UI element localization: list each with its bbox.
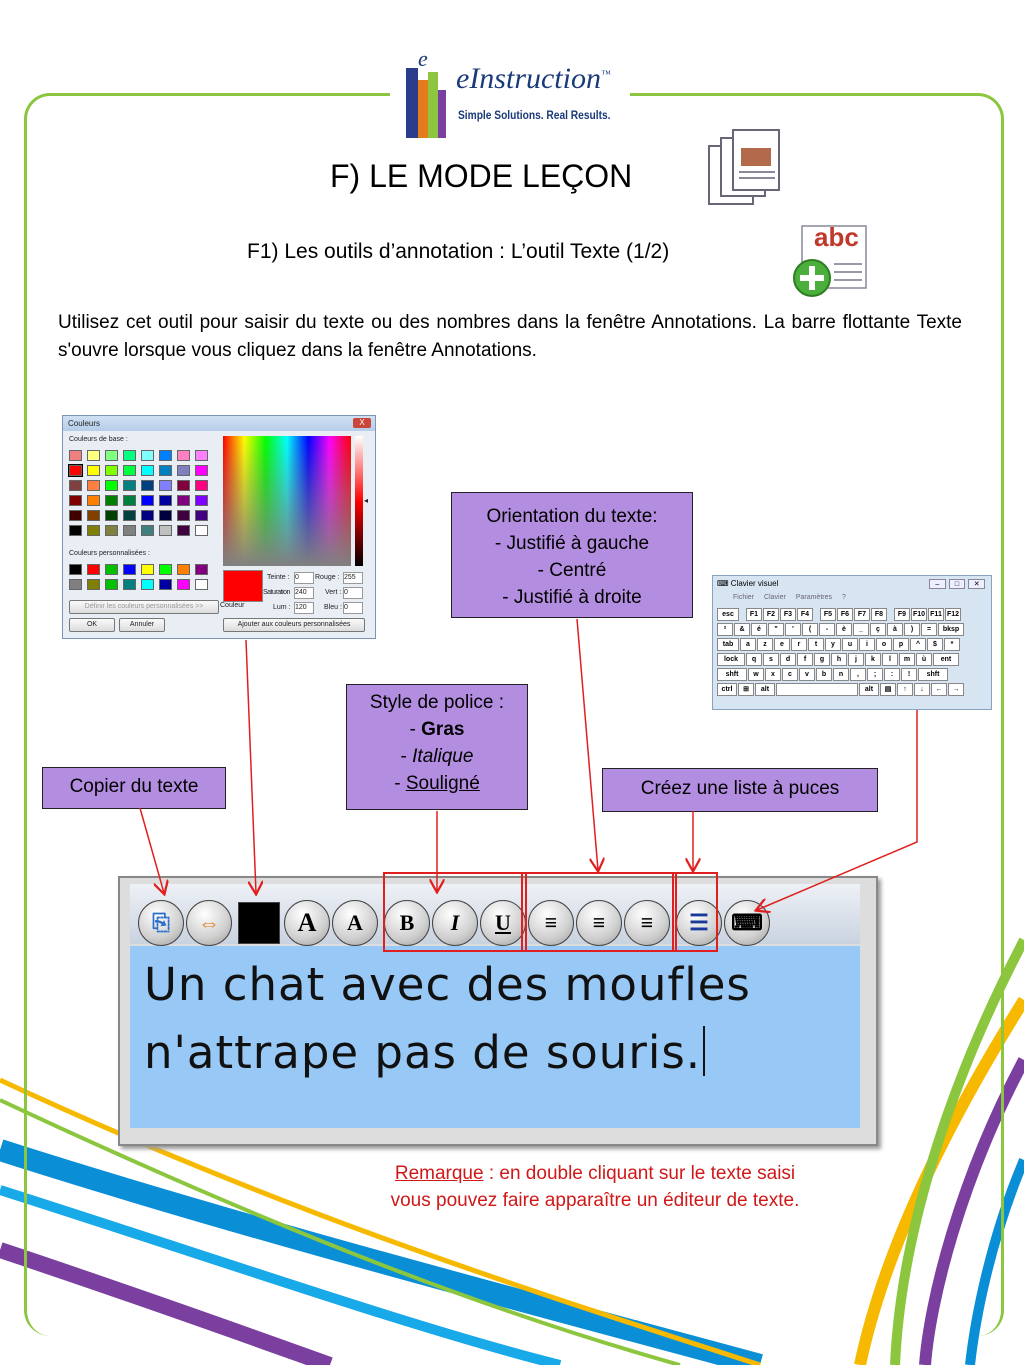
keyboard-key[interactable]: q xyxy=(746,653,762,666)
color-swatch[interactable] xyxy=(69,510,82,521)
color-swatch[interactable] xyxy=(177,510,190,521)
color-swatch[interactable] xyxy=(87,450,100,461)
red-field[interactable]: 255 xyxy=(343,572,363,584)
keyboard-key[interactable]: ⊞ xyxy=(738,683,754,696)
keyboard-key[interactable]: , xyxy=(850,668,866,681)
color-swatch[interactable] xyxy=(87,465,100,476)
align-left-icon[interactable]: ≡ xyxy=(528,900,574,946)
color-swatch[interactable] xyxy=(141,495,154,506)
window-controls xyxy=(929,579,985,589)
colors-dialog xyxy=(62,415,376,639)
keyboard-key[interactable]: F8 xyxy=(871,608,887,621)
color-swatch[interactable] xyxy=(159,510,172,521)
einstruction-logo-icon xyxy=(400,50,450,140)
remark-label: Remarque xyxy=(394,1163,484,1184)
keyboard-key[interactable]: s xyxy=(763,653,779,666)
style-underline-line: - Souligné xyxy=(394,773,480,794)
keyboard-key[interactable]: x xyxy=(765,668,781,681)
keyboard-key[interactable]: ù xyxy=(916,653,932,666)
underline-icon[interactable]: U xyxy=(480,900,526,946)
text-tool-icon xyxy=(790,222,870,300)
color-swatch[interactable] xyxy=(159,480,172,491)
keyboard-key[interactable]: a xyxy=(740,638,756,651)
font-size-icon[interactable]: A xyxy=(284,900,330,946)
color-swatch[interactable] xyxy=(177,450,190,461)
annotation-text-area[interactable] xyxy=(130,946,860,1128)
color-swatch[interactable] xyxy=(141,450,154,461)
keyboard-key[interactable]: esc xyxy=(717,608,739,621)
keyboard-key[interactable]: bksp xyxy=(938,623,964,636)
keyboard-key[interactable]: alt xyxy=(755,683,775,696)
keyboard-key[interactable]: ² xyxy=(717,623,733,636)
blue-label: Bleu : xyxy=(324,604,342,611)
color-swatch[interactable] xyxy=(123,480,136,491)
lum-label: Lum : xyxy=(273,604,291,611)
color-preview xyxy=(223,570,263,602)
keyboard-key[interactable]: n xyxy=(833,668,849,681)
hue-label: Teinte : xyxy=(267,574,290,581)
blue-field[interactable]: 0 xyxy=(343,602,363,614)
keyboard-menu-item[interactable]: Paramètres xyxy=(795,594,832,601)
keyboard-key[interactable]: → xyxy=(948,683,964,696)
keyboard-key[interactable]: o xyxy=(876,638,892,651)
logo-wordmark: eInstruction™ xyxy=(456,62,611,95)
keyboard-app-icon: ⌨ xyxy=(717,579,729,588)
keyboard-key[interactable]: F4 xyxy=(797,608,813,621)
hue-field[interactable]: 0 xyxy=(294,572,314,584)
keyboard-key[interactable]: ) xyxy=(904,623,920,636)
keyboard-key[interactable]: F11 xyxy=(928,608,944,621)
keyboard-key[interactable]: i xyxy=(859,638,875,651)
color-label: Couleur xyxy=(220,602,245,609)
custom-color-swatch[interactable] xyxy=(87,564,100,575)
logo-tagline: Simple Solutions. Real Results. xyxy=(458,108,611,122)
green-field[interactable]: 0 xyxy=(343,587,363,599)
custom-color-swatch[interactable] xyxy=(69,579,82,590)
visual-keyboard-window xyxy=(712,575,992,710)
keyboard-key[interactable]: ' xyxy=(785,623,801,636)
custom-color-swatch[interactable] xyxy=(105,564,118,575)
keyboard-key[interactable]: k xyxy=(865,653,881,666)
style-italic-line: - Italique xyxy=(400,746,474,767)
keyboard-key[interactable]: è xyxy=(836,623,852,636)
custom-color-swatch[interactable] xyxy=(69,564,82,575)
copy-icon[interactable]: ⎘ xyxy=(138,900,184,946)
keyboard-key[interactable]: t xyxy=(808,638,824,651)
keyboard-key[interactable]: F6 xyxy=(837,608,853,621)
keyboard-key[interactable]: d xyxy=(780,653,796,666)
keyboard-key[interactable]: shft xyxy=(717,668,747,681)
minimize-icon[interactable]: – xyxy=(929,579,946,589)
color-swatch[interactable] xyxy=(159,465,172,476)
keyboard-menu-item[interactable]: Clavier xyxy=(764,594,786,601)
font-icon[interactable]: A xyxy=(332,900,378,946)
close-icon[interactable]: X xyxy=(353,418,371,428)
keyboard-key[interactable]: ▤ xyxy=(880,683,896,696)
keyboard-key[interactable]: lock xyxy=(717,653,745,666)
color-swatch[interactable] xyxy=(105,465,118,476)
custom-color-swatch[interactable] xyxy=(177,564,190,575)
color-swatch[interactable] xyxy=(123,465,136,476)
keyboard-key[interactable]: p xyxy=(893,638,909,651)
keyboard-key[interactable]: = xyxy=(921,623,937,636)
color-swatch[interactable] xyxy=(69,465,82,476)
color-swatch[interactable] xyxy=(195,465,208,476)
close-icon[interactable]: ✕ xyxy=(968,579,985,589)
intro-paragraph: Utilisez cet outil pour saisir du texte ou des nombres dans la fenêtre Annotations. La barre flottante Texte s'ouvre lorsque vous cliquez dans la fenêtre Annotations. xyxy=(58,312,962,361)
keyboard-key[interactable]: $ xyxy=(927,638,943,651)
orientation-line4: - Justifié à droite xyxy=(502,587,642,608)
color-swatch[interactable] xyxy=(195,525,208,536)
keyboard-key[interactable]: à xyxy=(887,623,903,636)
keyboard-menu-item[interactable]: Fichier xyxy=(733,594,755,601)
keyboard-key[interactable]: alt xyxy=(859,683,879,696)
custom-color-swatch[interactable] xyxy=(195,579,208,590)
red-label: Rouge : xyxy=(315,574,340,581)
alignment-highlight xyxy=(521,872,677,952)
green-label: Vert : xyxy=(325,589,342,596)
lesson-mode-icon xyxy=(705,128,787,218)
keyboard-key[interactable]: ← xyxy=(931,683,947,696)
color-swatch[interactable] xyxy=(159,495,172,506)
colors-dialog-title: Couleurs xyxy=(63,416,375,431)
text-cursor xyxy=(703,1026,705,1076)
copy-text-callout: Copier du texte xyxy=(42,767,226,809)
keyboard-key[interactable]: shft xyxy=(918,668,948,681)
color-swatch[interactable] xyxy=(195,480,208,491)
custom-color-swatch[interactable] xyxy=(123,564,136,575)
color-swatch[interactable] xyxy=(123,525,136,536)
keyboard-key[interactable]: F3 xyxy=(780,608,796,621)
keyboard-key[interactable]: F1 xyxy=(746,608,762,621)
keyboard-key[interactable]: ctrl xyxy=(717,683,737,696)
keyboard-key[interactable]: v xyxy=(799,668,815,681)
color-swatch[interactable] xyxy=(177,495,190,506)
keyboard-key[interactable]: é xyxy=(751,623,767,636)
color-swatch[interactable] xyxy=(177,480,190,491)
keyboard-key[interactable]: ( xyxy=(802,623,818,636)
custom-color-swatch[interactable] xyxy=(141,564,154,575)
keyboard-key[interactable]: f xyxy=(797,653,813,666)
keyboard-key[interactable]: F12 xyxy=(945,608,961,621)
color-spectrum[interactable] xyxy=(223,436,351,566)
color-swatch[interactable] xyxy=(69,525,82,536)
keyboard-icon[interactable]: ⌨ xyxy=(724,900,770,946)
saturation-label: Saturation xyxy=(263,589,290,596)
style-bold-line: - Gras xyxy=(409,719,465,740)
keyboard-key[interactable]: " xyxy=(768,623,784,636)
saturation-field[interactable]: 240 xyxy=(294,587,314,599)
keyboard-key[interactable]: w xyxy=(748,668,764,681)
add-custom-color-button[interactable]: Ajouter aux couleurs personnalisées xyxy=(223,618,365,632)
keyboard-key[interactable]: c xyxy=(782,668,798,681)
keyboard-key[interactable]: ç xyxy=(870,623,886,636)
align-center-icon[interactable]: ≡ xyxy=(576,900,622,946)
align-right-icon[interactable]: ≡ xyxy=(624,900,670,946)
custom-color-swatch[interactable] xyxy=(195,564,208,575)
custom-color-swatch[interactable] xyxy=(123,579,136,590)
color-swatch[interactable] xyxy=(105,525,118,536)
bold-icon[interactable]: B xyxy=(384,900,430,946)
keyboard-key[interactable]: e xyxy=(774,638,790,651)
color-swatch[interactable] xyxy=(87,510,100,521)
keyboard-key[interactable]: F2 xyxy=(763,608,779,621)
luminosity-slider[interactable] xyxy=(355,436,363,566)
color-swatch[interactable] xyxy=(195,495,208,506)
orientation-line2: - Justifié à gauche xyxy=(494,533,650,554)
keyboard-key[interactable]: ent xyxy=(933,653,959,666)
lum-field[interactable]: 120 xyxy=(294,602,314,614)
font-style-callout xyxy=(346,684,528,810)
bullet-list-icon[interactable]: ☰ xyxy=(676,900,722,946)
keyboard-key[interactable]: u xyxy=(842,638,858,651)
keyboard-key[interactable]: l xyxy=(882,653,898,666)
keyboard-key[interactable]: F7 xyxy=(854,608,870,621)
keyboard-key[interactable]: m xyxy=(899,653,915,666)
color-swatch[interactable] xyxy=(87,495,100,506)
custom-color-swatch[interactable] xyxy=(159,564,172,575)
keyboard-key[interactable]: y xyxy=(825,638,841,651)
basic-colors-label: Couleurs de base : xyxy=(69,436,128,443)
keyboard-key[interactable]: ; xyxy=(867,668,883,681)
keyboard-key[interactable]: ^ xyxy=(910,638,926,651)
keyboard-key[interactable]: tab xyxy=(717,638,739,651)
keyboard-key[interactable]: - xyxy=(819,623,835,636)
color-swatch[interactable] xyxy=(105,510,118,521)
keyboard-key[interactable]: r xyxy=(791,638,807,651)
keyboard-key[interactable]: z xyxy=(757,638,773,651)
typed-text-line1: Un chat avec des moufles xyxy=(144,958,751,1011)
color-swatch[interactable] xyxy=(141,525,154,536)
font-style-highlight xyxy=(383,872,527,952)
color-swatch[interactable] xyxy=(195,510,208,521)
color-swatch[interactable] xyxy=(105,495,118,506)
color-swatch[interactable] xyxy=(159,450,172,461)
keyboard-key[interactable]: F5 xyxy=(820,608,836,621)
keyboard-key[interactable]: : xyxy=(884,668,900,681)
custom-color-swatch[interactable] xyxy=(177,579,190,590)
keyboard-key[interactable]: & xyxy=(734,623,750,636)
color-swatch[interactable] xyxy=(87,480,100,491)
svg-text:e: e xyxy=(418,50,428,71)
orientation-line3: - Centré xyxy=(537,560,607,581)
keyboard-title: ⌨ Clavier visuel xyxy=(717,579,779,588)
section-subtitle: F1) Les outils d’annotation : L’outil Texte (1/2) xyxy=(247,240,670,263)
remark-text: : en double cliquant sur le texte saisi vous pouvez faire apparaître un éditeur de texte. xyxy=(390,1163,800,1211)
color-swatch[interactable] xyxy=(105,450,118,461)
maximize-icon[interactable]: □ xyxy=(949,579,966,589)
keyboard-key[interactable]: g xyxy=(814,653,830,666)
color-swatch[interactable] xyxy=(141,480,154,491)
ok-button[interactable]: OK xyxy=(69,618,115,632)
keyboard-key[interactable]: F10 xyxy=(911,608,927,621)
color-swatch[interactable] xyxy=(195,450,208,461)
color-swatch[interactable] xyxy=(105,480,118,491)
custom-colors-label: Couleurs personnalisées : xyxy=(69,550,150,557)
keyboard-key[interactable] xyxy=(776,683,858,696)
keyboard-menu xyxy=(733,594,846,601)
color-icon[interactable] xyxy=(238,902,280,944)
keyboard-key[interactable]: b xyxy=(816,668,832,681)
remark-note xyxy=(390,1160,800,1214)
color-swatch[interactable] xyxy=(123,510,136,521)
page-title: F) LE MODE LEÇON xyxy=(330,158,633,194)
swap-icon[interactable]: ⇔ xyxy=(186,900,232,946)
keyboard-key[interactable]: ↑ xyxy=(897,683,913,696)
custom-color-swatch[interactable] xyxy=(87,579,100,590)
cancel-button[interactable]: Annuler xyxy=(119,618,165,632)
typed-text-line2: n'attrape pas de souris. xyxy=(144,1026,705,1079)
keyboard-key[interactable]: j xyxy=(848,653,864,666)
abc-label: abc xyxy=(814,222,859,252)
color-swatch[interactable] xyxy=(159,525,172,536)
keyboard-key[interactable]: h xyxy=(831,653,847,666)
orientation-callout xyxy=(451,492,693,618)
custom-color-swatch[interactable] xyxy=(105,579,118,590)
custom-color-swatch[interactable] xyxy=(141,579,154,590)
color-swatch[interactable] xyxy=(69,450,82,461)
custom-color-swatch[interactable] xyxy=(159,579,172,590)
define-custom-colors-button[interactable]: Définir les couleurs personnalisées >> xyxy=(69,600,219,614)
color-swatch[interactable] xyxy=(177,525,190,536)
keyboard-menu-item[interactable]: ? xyxy=(842,594,846,601)
keyboard-key[interactable]: F9 xyxy=(894,608,910,621)
color-swatch[interactable] xyxy=(69,495,82,506)
color-swatch[interactable] xyxy=(123,495,136,506)
italic-icon[interactable]: I xyxy=(432,900,478,946)
luminosity-arrow-icon[interactable]: ◂ xyxy=(364,496,369,505)
keyboard-key[interactable]: ! xyxy=(901,668,917,681)
color-swatch[interactable] xyxy=(141,510,154,521)
color-swatch[interactable] xyxy=(141,465,154,476)
color-swatch[interactable] xyxy=(177,465,190,476)
color-swatch[interactable] xyxy=(69,480,82,491)
orientation-line1: Orientation du texte: xyxy=(486,506,658,527)
style-line1: Style de police : xyxy=(369,692,505,713)
color-swatch[interactable] xyxy=(123,450,136,461)
keyboard-key[interactable]: _ xyxy=(853,623,869,636)
keyboard-key[interactable]: ↓ xyxy=(914,683,930,696)
keyboard-key[interactable]: * xyxy=(944,638,960,651)
color-swatch[interactable] xyxy=(87,525,100,536)
bullet-list-callout: Créez une liste à puces xyxy=(602,768,878,812)
bullets-highlight xyxy=(672,872,718,952)
